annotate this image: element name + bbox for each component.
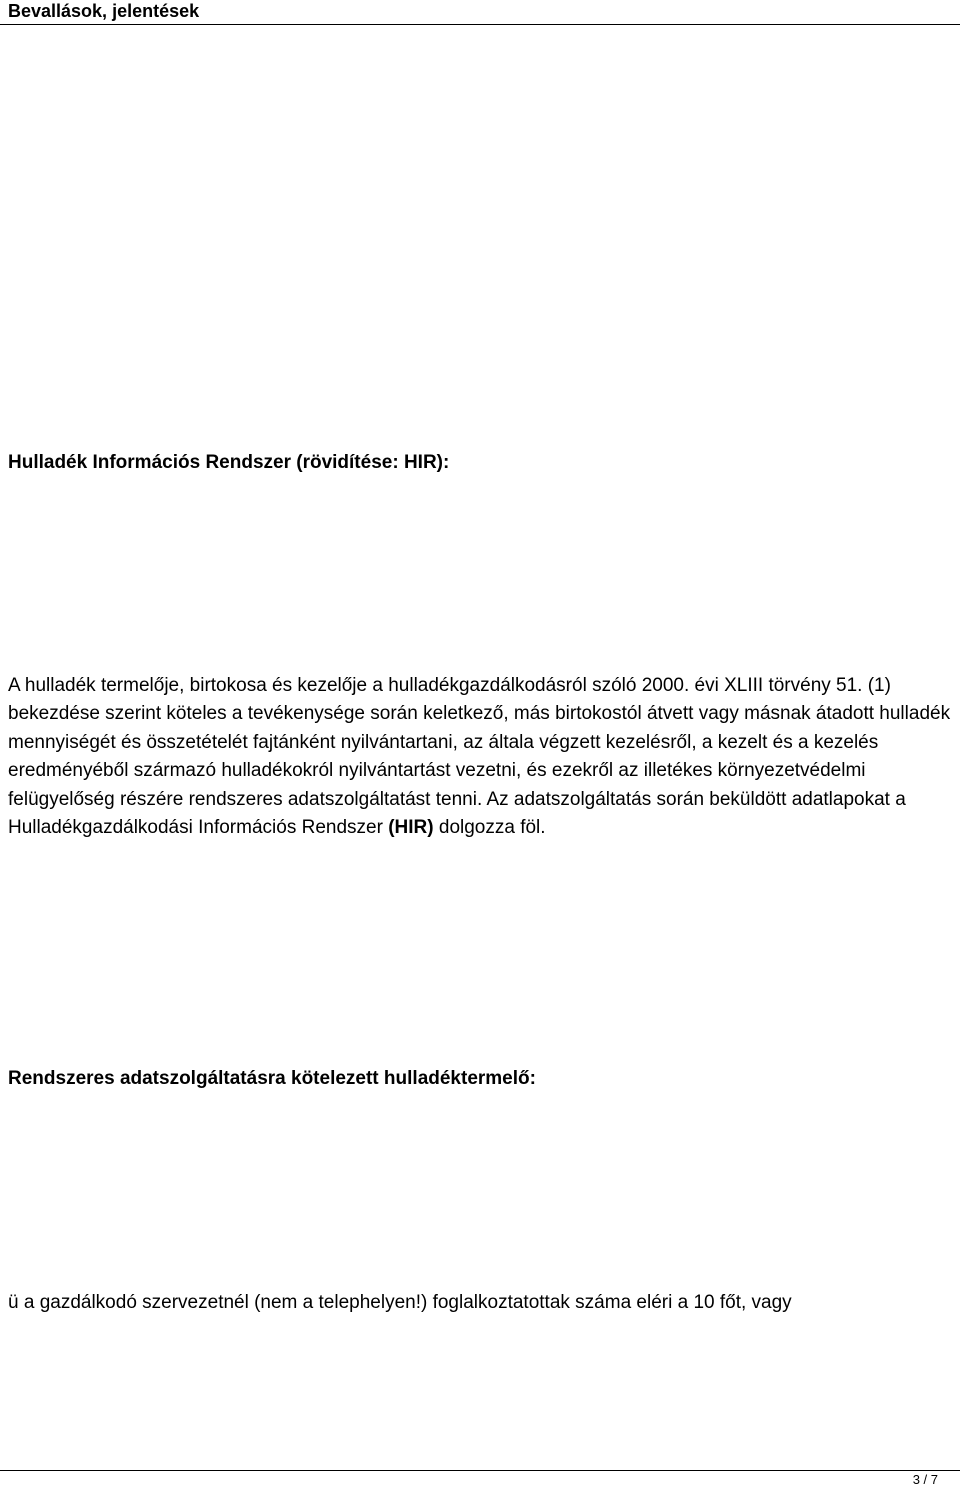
hir-section-heading: Hulladék Információs Rendszer (rövidítése: HIR): xyxy=(8,452,450,473)
paragraph-text-part2: dolgozza föl. xyxy=(433,817,546,839)
footer-divider xyxy=(0,1470,960,1471)
page-header-title: Bevallások, jelentések xyxy=(8,1,200,21)
obligated-producer-heading: Rendszeres adatszolgáltatásra kötelezett hulladéktermelő: xyxy=(8,1068,536,1089)
paragraph-text-part1: A hulladék termelője, birtokosa és kezelője a hulladékgazdálkodásról szóló 2000. évi XLIII törvény 51. (1) bekezdése szerint köteles a tevékenysége során keletkező, más birtokostól átvett vagy másnak átadott hulladék mennyiségét és összetételét fajtánként nyilvántartani, az általa végzett kezelésről, a kezelt és a kezelés eredményéből származó hulladékokról nyilvántartást vezetni, és ezekről az illetékes környezetvédelmi felügyelőség részére rendszeres adatszolgáltatást tenni. Az adatszolgáltatás során beküldött adatlapokat a Hulladékgazdálkodási Információs Rendszer xyxy=(8,675,951,839)
header-divider xyxy=(0,24,960,25)
page-number: 3 / 7 xyxy=(912,1472,938,1487)
list-item: ü a gazdálkodó szervezetnél (nem a telephelyen!) foglalkoztatottak száma eléri a 10 főt, vagy xyxy=(8,1292,792,1313)
paragraph-bold-hir: (HIR) xyxy=(388,817,434,839)
hir-description-paragraph xyxy=(8,672,956,842)
